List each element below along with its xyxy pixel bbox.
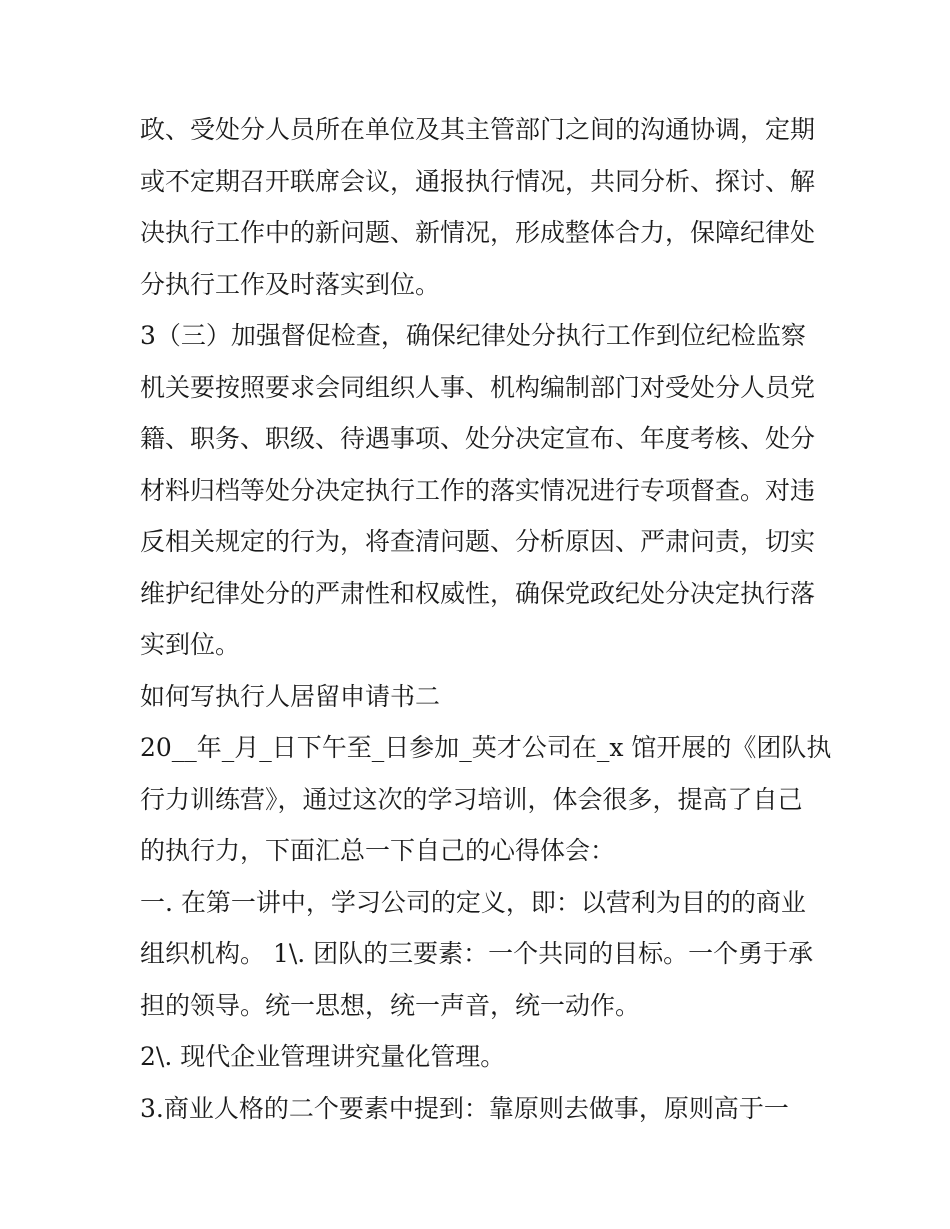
- text-line-11: 实到位。: [140, 630, 241, 659]
- text-line-18: 担的领导。统一思想，统一声音，统一动作。: [140, 990, 641, 1020]
- text-line-3: 决执行工作中的新问题、新情况，形成整体合力，保障纪律处: [140, 218, 816, 247]
- text-line-7: 籍、职务、职级、待遇事项、处分决定宣布、年度考核、处分: [140, 424, 816, 453]
- text-line-6: 机关要按照要求会同组织人事、机构编制部门对受处分人员党: [140, 372, 816, 402]
- text-line-1: 政、受处分人员所在单位及其主管部门之间的沟通协调，定期: [140, 115, 816, 144]
- text-line-10: 维护纪律处分的严肃性和权威性，确保党政纪处分决定执行落: [140, 578, 816, 608]
- text-line-15: 的执行力，下面汇总一下自己的心得体会：: [140, 836, 616, 865]
- text-line-13: 20__年_月_日下午至_日参加_英才公司在_x 馆开展的《团队执: [140, 733, 832, 762]
- text-line-17: 组织机构。 1\. 团队的三要素：一个共同的目标。一个勇于承: [140, 939, 814, 968]
- section-heading: 如何写执行人居留申请书二: [140, 681, 441, 711]
- text-line-20: 3.商业人格的二个要素中提到：靠原则去做事，原则高于一: [140, 1093, 789, 1123]
- text-line-4: 分执行工作及时落实到位。: [140, 269, 441, 299]
- text-line-19: 2\. 现代企业管理讲究量化管理。: [140, 1042, 506, 1071]
- document-body: [140, 104, 832, 1134]
- text-line-14: 行力训练营》，通过这次的学习培训，体会很多，提高了自己: [140, 784, 803, 814]
- text-line-16: 一. 在第一讲中，学习公司的定义，即：以营利为目的的商业: [140, 887, 806, 917]
- text-line-8: 材料归档等处分决定执行工作的落实情况进行专项督查。对违: [140, 475, 816, 505]
- text-line-9: 反相关规定的行为，将查清问题、分析原因、严肃问责，切实: [140, 527, 816, 556]
- text-line-2: 或不定期召开联席会议，通报执行情况，共同分析、探讨、解: [140, 166, 816, 196]
- text-line-5: 3（三）加强督促检查，确保纪律处分执行工作到位纪检监察: [140, 321, 806, 350]
